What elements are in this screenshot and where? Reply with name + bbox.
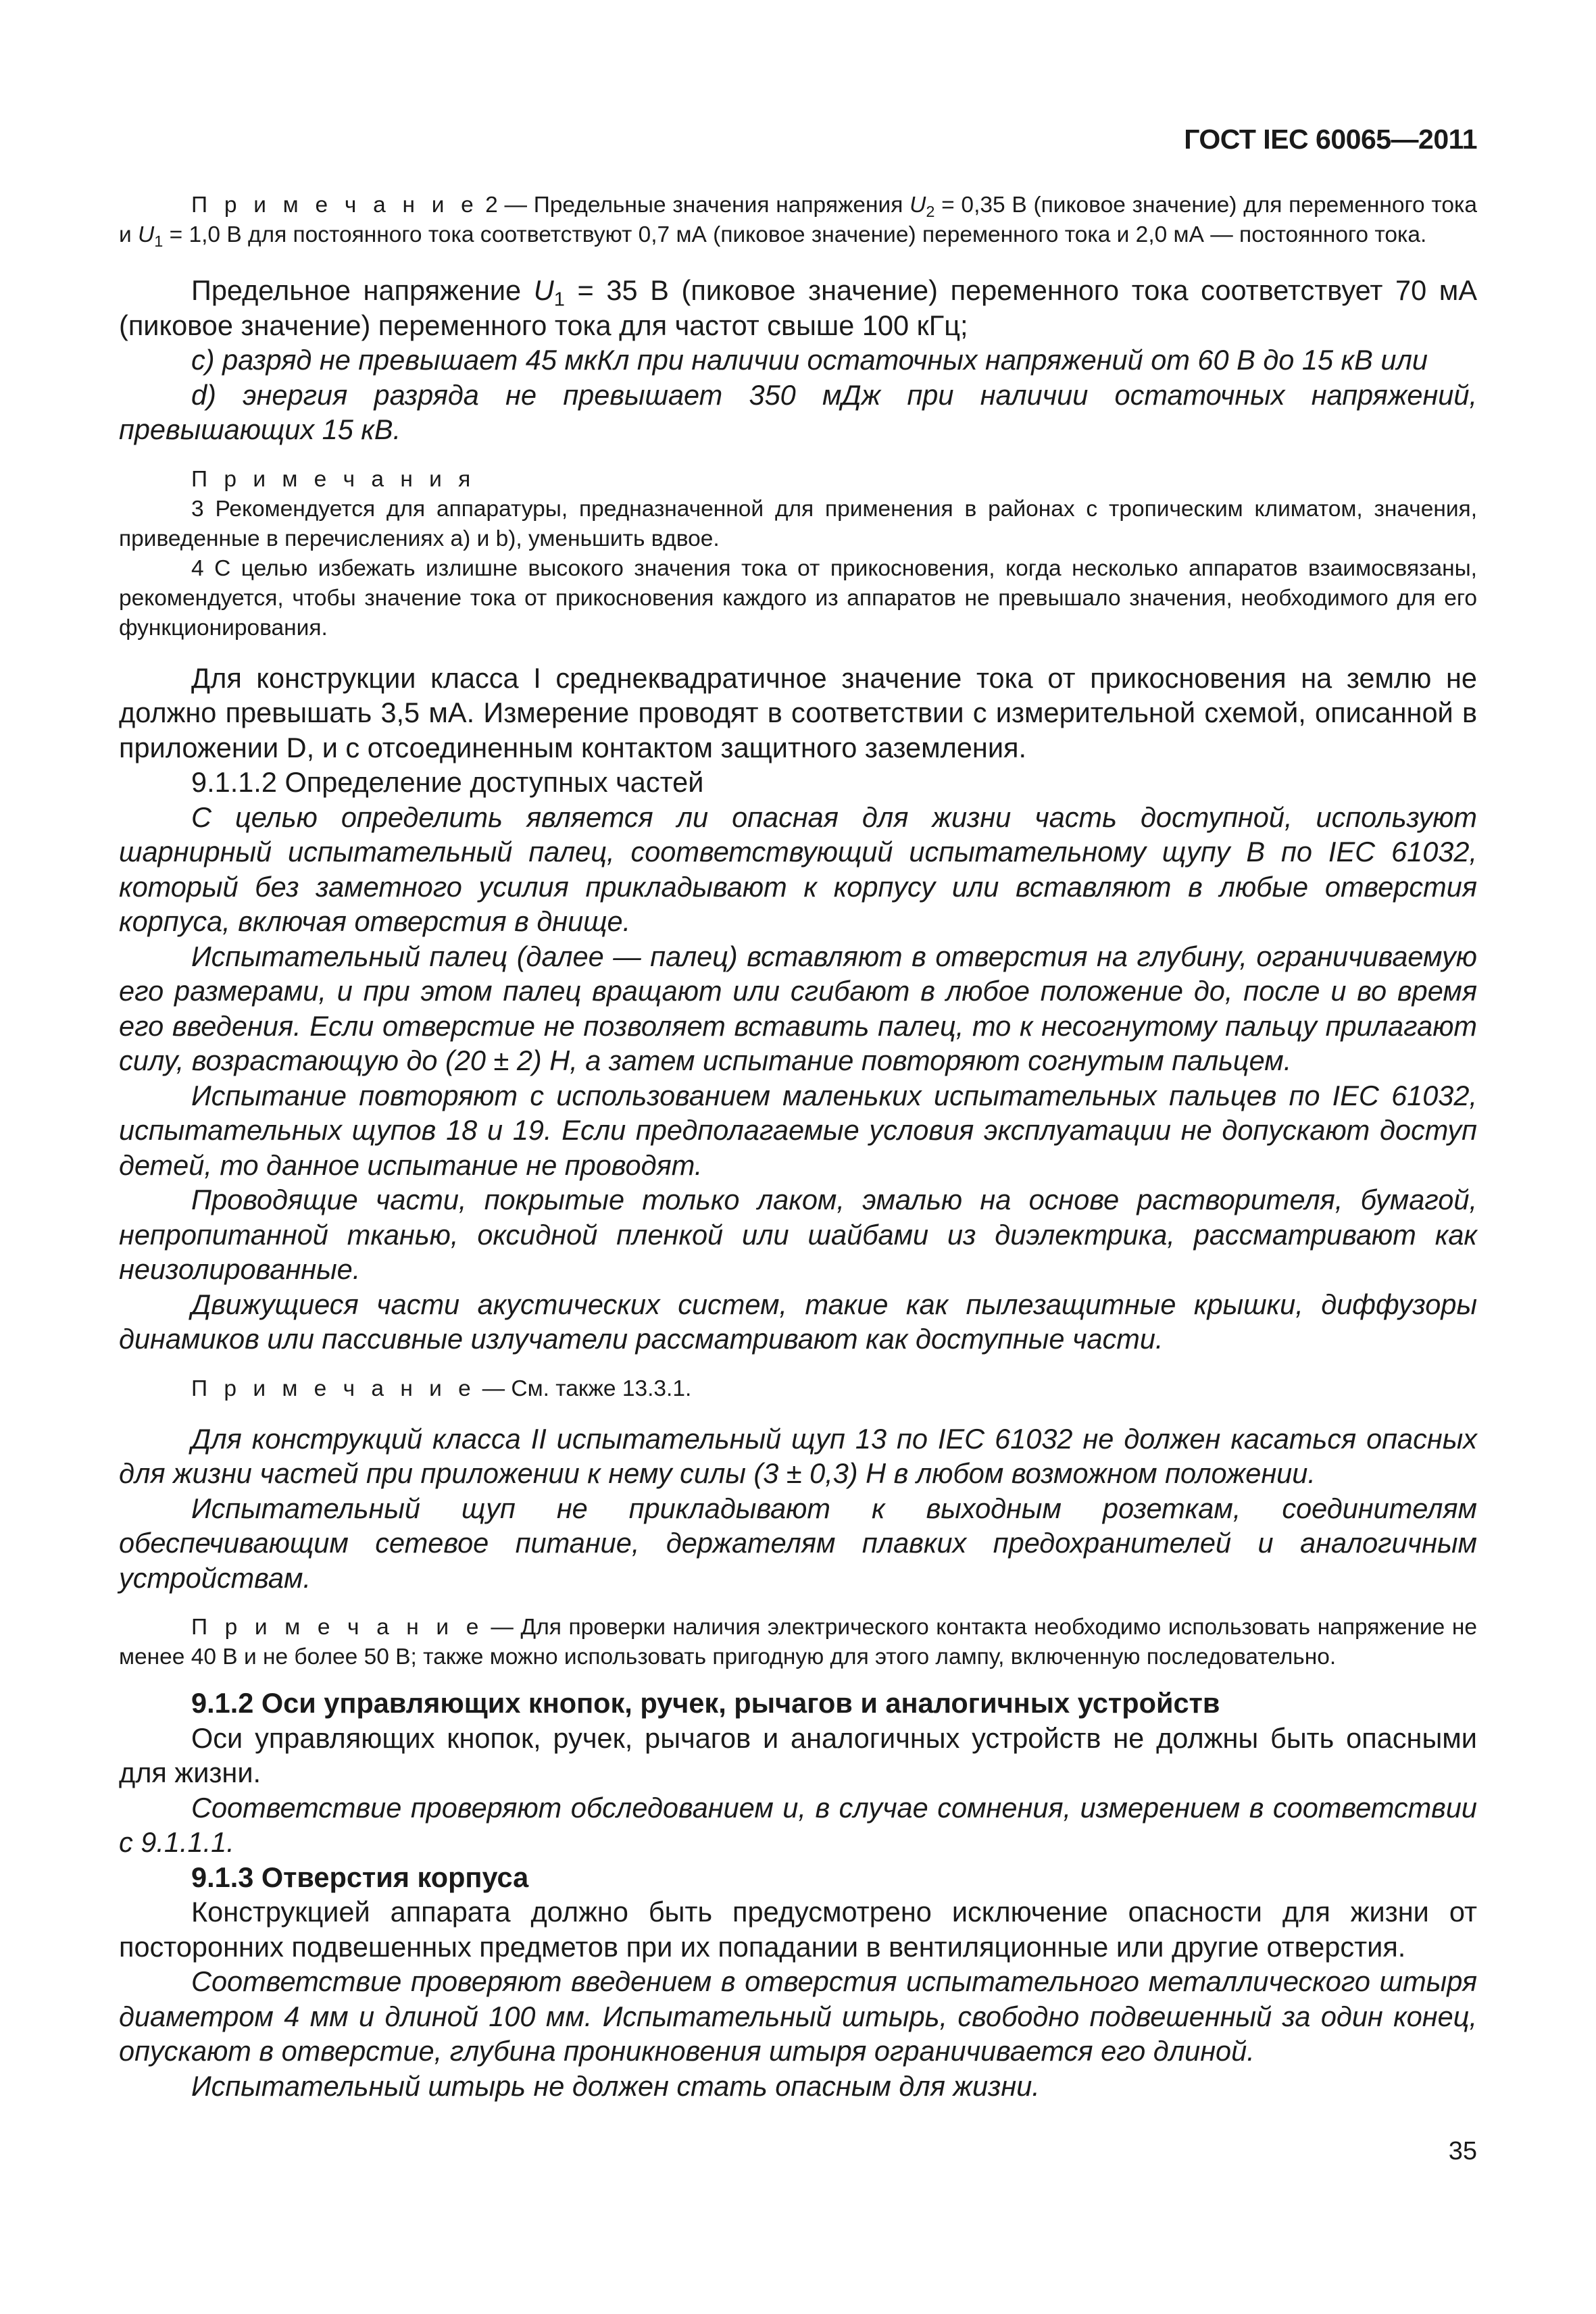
paragraph-912: Оси управляющих кнопок, ручек, рычагов и аналогичных устройств не должны быть опасными для жизни. <box>119 1721 1477 1788</box>
page-number: 35 <box>1448 2137 1477 2165</box>
note-contact-voltage <box>119 1613 1477 1672</box>
note-4: 4 С целью избежать излишне высокого значения тока от прикосновения, когда несколько аппаратов взаимосвязаны, рекомендуется, чтобы значение тока от прикосновения каждого из аппаратов не превышало значения, необходимого для его функционирования. <box>119 555 1477 640</box>
paragraph-913-check: Соответствие проверяют введением в отверстия испытательного металлического штыря диаметром 4 мм и длиной 100 мм. Испытательный штырь, свободно подвешенный за один конец, опускают в отверстие, глубина проникновения штыря ограничивается его длиной. <box>119 1965 1477 2067</box>
heading-913: 9.1.3 Отверстия корпуса <box>191 1861 529 1893</box>
paragraph-text: = 35 В (пиковое значение) переменного тока соответствует 70 мА (пиковое значение) переменного тока для частот свыше 100 кГц; <box>119 274 1477 341</box>
var-subscript: 1 <box>154 232 164 251</box>
note-text: = 0,35 В (пиковое значение) для переменного тока и <box>119 193 1477 247</box>
var-u: U <box>138 222 155 247</box>
paragraph-913: Конструкцией аппарата должно быть предусмотрено исключение опасности для жизни от посторонних подвешенных предметов при их попадании в вентиляционные или другие отверстия. <box>119 1896 1477 1963</box>
note-see-also <box>119 1374 1477 1404</box>
list-item-c: c) разряд не превышает 45 мкКл при наличии остаточных напряжений от 60 В до 15 кВ или <box>191 344 1428 376</box>
list-item-d: d) энергия разряда не превышает 350 мДж при наличии остаточных напряжений, превышающих 15 кВ. <box>119 378 1477 445</box>
paragraph-limit-voltage <box>119 273 1477 343</box>
heading-912: 9.1.2 Оси управляющих кнопок, ручек, рычагов и аналогичных устройств <box>191 1687 1220 1719</box>
var-u: U <box>533 274 554 306</box>
var-u: U <box>909 193 926 218</box>
paragraph-conductive-parts: Проводящие части, покрытые только лаком, эмалью на основе растворителя, бумагой, непропитанной тканью, оксидной пленкой или шайбами из диэлектрика, рассматривают как неизолированные. <box>119 1184 1477 1285</box>
paragraph-class1: Для конструкции класса I среднеквадратичное значение тока от прикосновения на землю не должно превышать 3,5 мА. Измерение проводят в соответствии с измерительной схемой, описанной в приложении D, и с отсоединенным контактом защитного заземления. <box>119 661 1477 763</box>
paragraph-finger-test: С целью определить является ли опасная для жизни часть доступной, используют шарнирный испытательный палец, соответствующий испытательному щупу B по IEC 61032, который без заметного усилия прикладывают к корпусу или вставляют в любые отверстия корпуса, включая отверстия в днище. <box>119 801 1477 937</box>
page-content <box>119 191 1477 2103</box>
paragraph-912-check: Соответствие проверяют обследованием и, в случае сомнения, измерением в соответствии с 9.1.1.1. <box>119 1791 1477 1858</box>
notes-label: П р и м е ч а н и я <box>191 466 476 492</box>
note-label: П р и м е ч а н и е <box>191 1615 484 1640</box>
paragraph-small-fingers: Испытание повторяют с использованием маленьких испытательных пальцев по IEC 61032, испытательных щупов 18 и 19. Если предполагаемые условия эксплуатации не допускают доступ детей, то данное испытание не проводят. <box>119 1079 1477 1181</box>
paragraph-moving-parts: Движущиеся части акустических систем, такие как пылезащитные крышки, диффузоры динамиков или пассивные излучатели рассматривают как доступные части. <box>119 1288 1477 1355</box>
note-label: П р и м е ч а н и е <box>191 193 479 218</box>
note-text: — См. также 13.3.1. <box>476 1376 692 1401</box>
note-text: = 1,0 В для постоянного тока соответствуют 0,7 мА (пиковое значение) переменного тока и 2,0 мА — постоянного тока. <box>163 222 1427 247</box>
paragraph-probe-not-applied: Испытательный щуп не прикладывают к выходным розеткам, соединителям обеспечивающим сетевое питание, держателям плавких предохранителей и аналогичным устройствам. <box>119 1492 1477 1594</box>
var-subscript: 1 <box>553 288 565 311</box>
note-text: — Для проверки наличия электрического контакта необходимо использовать напряжение не менее 40 В и не более 50 В; также можно использовать пригодную для этого лампу, включенную последовательно. <box>119 1615 1477 1669</box>
note-2 <box>119 191 1477 250</box>
paragraph-finger-insert: Испытательный палец (далее — палец) вставляют в отверстия на глубину, ограничиваемую его размерами, и при этом палец вращают или сгибают в любое положение до, после и во время его введения. Если отверстие не позволяет вставить палец, то к несогнутому пальцу прилагают силу, возрастающую до (20 ± 2) Н, а затем испытание повторяют согнутым пальцем. <box>119 940 1477 1076</box>
paragraph-913-result: Испытательный штырь не должен стать опасным для жизни. <box>191 2069 1040 2102</box>
note-label: П р и м е ч а н и е <box>191 1376 476 1401</box>
clause-9112-title: 9.1.1.2 Определение доступных частей <box>191 766 704 798</box>
var-subscript: 2 <box>926 203 935 221</box>
page-header-doc-code: ГОСТ IEC 60065—2011 <box>1184 124 1477 155</box>
note-3: 3 Рекомендуется для аппаратуры, предназначенной для применения в районах с тропическим климатом, значения, приведенные в перечислениях a) и b), уменьшить вдвое. <box>119 496 1477 551</box>
note-text: 2 — Предельные значения напряжения <box>478 193 910 218</box>
paragraph-text: Предельное напряжение <box>191 274 534 306</box>
paragraph-class2-probe: Для конструкций класса II испытательный щуп 13 по IEC 61032 не должен касаться опасных для жизни частей при приложении к нему силы (3 ± 0,3) Н в любом возможном положении. <box>119 1422 1477 1489</box>
